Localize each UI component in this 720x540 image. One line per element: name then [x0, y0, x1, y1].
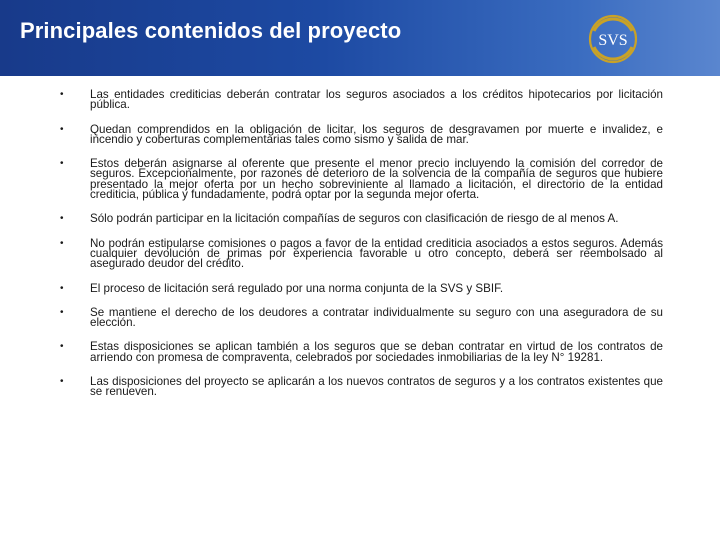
- bullet-icon: •: [60, 158, 64, 170]
- bullet-icon: •: [60, 282, 64, 294]
- list-item: [60, 305, 663, 330]
- item-text: Estos deberán asignarse al oferente que presente el menor precio incluyendo la comisión del corredor de seguros. Excepcionalmente, por razones de deterioro de la solvencia de la compañía de seguros que hubiere presentado la mejor oferta por un hecho sobreviniente al llamado a licitación, el directorio de la entidad crediticia, pública y fundadamente, podrá optar por la segunda mejor oferta.: [90, 157, 663, 202]
- slide-title: Principales contenidos del proyecto: [20, 18, 402, 43]
- item-text: Las entidades crediticias deberán contratar los seguros asociados a los créditos hipotecarios por licitación pública.: [90, 88, 663, 112]
- list-item: [60, 159, 663, 200]
- logo-text: SVS: [598, 32, 628, 49]
- list-item: [60, 122, 663, 146]
- bullet-icon: •: [60, 341, 64, 353]
- list-item: [60, 377, 663, 398]
- item-text: Quedan comprendidos en la obligación de licitar, los seguros de desgravamen por muerte e invalidez, e incendio y coberturas complementarias tales como sismo y salida de mar.: [90, 122, 663, 146]
- list-item: [60, 236, 663, 271]
- list-item: [60, 281, 663, 295]
- item-text: Las disposiciones del proyecto se aplicarán a los nuevos contratos de seguros y a los contratos existentes que se renueven.: [90, 375, 663, 399]
- bullet-icon: •: [60, 376, 64, 388]
- bullet-icon: •: [60, 237, 64, 249]
- item-text: Sólo podrán participar en la licitación compañías de seguros con clasificación de riesgo de al menos A.: [90, 212, 619, 226]
- bullet-list: [60, 90, 663, 412]
- list-item: [60, 342, 663, 363]
- bullet-icon: •: [60, 306, 64, 318]
- item-text: Se mantiene el derecho de los deudores a contratar individualmente su seguro con una aseguradora de su elección.: [90, 305, 663, 330]
- svs-logo: [588, 14, 638, 64]
- item-text: No podrán estipularse comisiones o pagos a favor de la entidad crediticia asociados a estos seguros. Además cualquier devolución de primas por experiencia favorable u otro concepto, deberá ser reembolsado al asegurado deudor del crédito.: [90, 236, 663, 271]
- bullet-icon: •: [60, 213, 64, 225]
- list-item: [60, 90, 663, 111]
- bullet-icon: •: [60, 123, 64, 135]
- item-text: Estas disposiciones se aplican también a los seguros que se deban contratar en virtud de los contratos de arriendo con promesa de compraventa, celebrados por sociedades inmobiliarias de la ley N° 19281.: [90, 340, 663, 364]
- list-item: [60, 214, 663, 224]
- bullet-icon: •: [60, 89, 64, 100]
- item-text: El proceso de licitación será regulado por una norma conjunta de la SVS y SBIF.: [90, 281, 504, 295]
- header-bar: [0, 0, 720, 76]
